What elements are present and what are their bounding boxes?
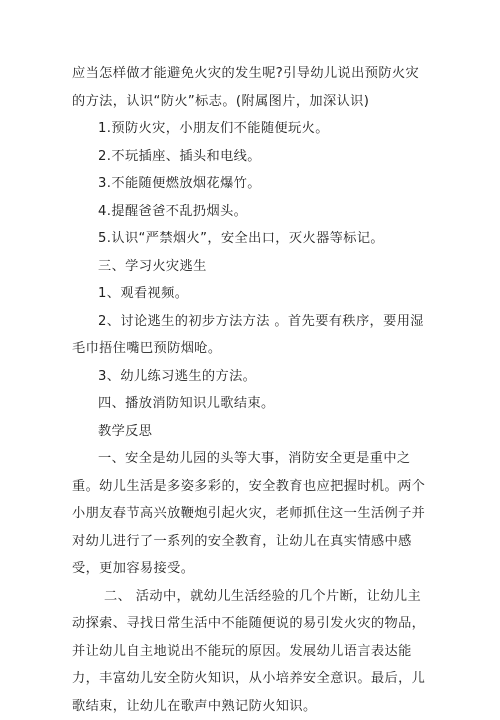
reflection-heading: 教学反思 bbox=[72, 418, 432, 446]
list-item-1: 1.预防火灾，小朋友们不能随便玩火。 bbox=[72, 115, 432, 143]
list-item-2: 2.不玩插座、插头和电线。 bbox=[72, 143, 432, 171]
step-2: 2、讨论逃生的初步方法方法 。首先要有秩序，要用湿毛巾捂住嘴巴预防烟呛。 bbox=[72, 308, 432, 363]
step-3: 3、幼儿练习逃生的方法。 bbox=[72, 363, 432, 391]
list-item-5: 5.认识“严禁烟火”，安全出口，灭火器等标记。 bbox=[72, 225, 432, 253]
section-heading-3: 三、学习火灾逃生 bbox=[72, 253, 432, 281]
section-heading-4: 四、播放消防知识儿歌结束。 bbox=[72, 390, 432, 418]
list-item-3: 3.不能随便燃放烟花爆竹。 bbox=[72, 170, 432, 198]
step-1: 1、观看视频。 bbox=[72, 280, 432, 308]
list-item-4: 4.提醒爸爸不乱扔烟头。 bbox=[72, 198, 432, 226]
reflection-paragraph-2: 二、 活动中，就幼儿生活经验的几个片断，让幼儿主动探索、寻找日常生活中不能随便说的易引发火灾的物品，并让幼儿自主地说出不能玩的原因。发展幼儿语言表达能力，丰富幼儿安全防火知识，从小培养安全意识。最后，儿歌结束，让幼儿在歌声中熟记防火知识。 bbox=[72, 583, 432, 720]
document-body bbox=[72, 60, 432, 720]
reflection-paragraph-1: 一、安全是幼儿园的头等大事，消防安全更是重中之重。幼儿生活是多姿多彩的，安全教育也应把握时机。两个小朋友春节高兴放鞭炮引起火灾，老师抓住这一生活例子并对幼儿进行了一系列的安全教育，让幼儿在真实情感中感受，更加容易接受。 bbox=[72, 445, 432, 583]
paragraph-intro: 应当怎样做才能避免火灾的发生呢?引导幼儿说出预防火灾的方法，认识“防火”标志。(附属图片，加深认识) bbox=[72, 60, 432, 115]
